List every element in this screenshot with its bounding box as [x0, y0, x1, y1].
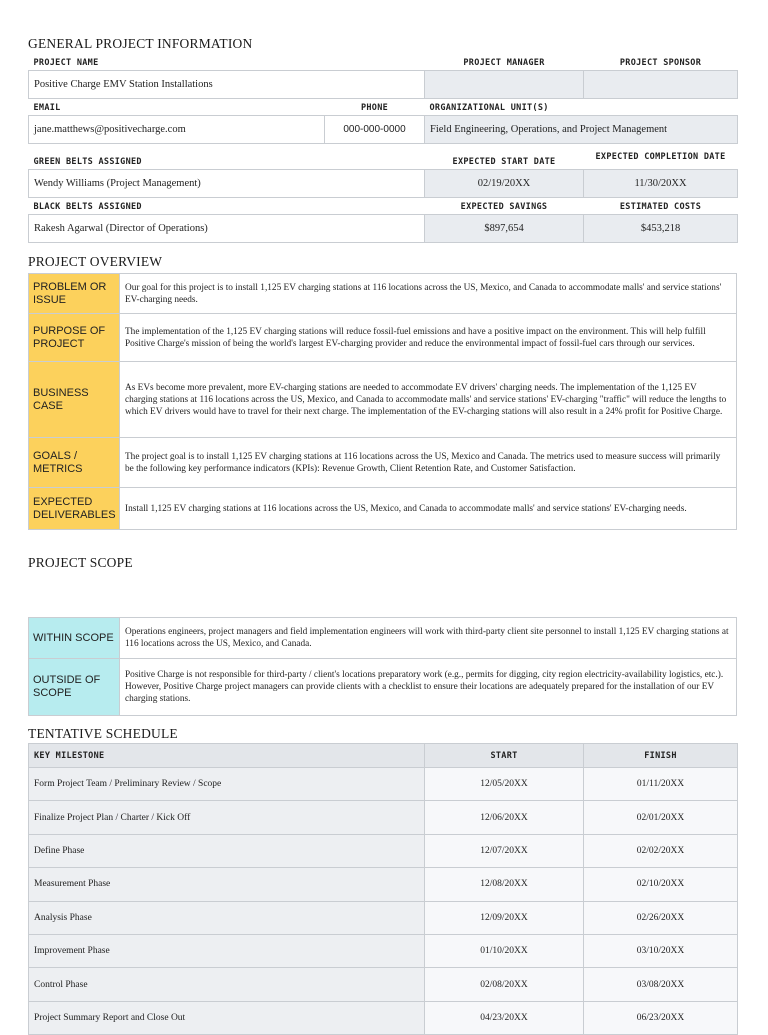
start-header: START — [425, 744, 584, 768]
overview-title: PROJECT OVERVIEW — [28, 254, 163, 269]
schedule-table — [28, 743, 738, 1035]
schedule-row — [29, 834, 738, 867]
milestone-cell[interactable]: Define Phase — [29, 834, 425, 867]
project-sponsor-label: PROJECT SPONSOR — [619, 57, 702, 68]
savings-label: EXPECTED SAVINGS — [460, 201, 548, 212]
finish-cell[interactable]: 01/11/20XX — [584, 768, 738, 801]
scope-label: WITHIN SCOPE — [29, 618, 120, 659]
start-cell[interactable]: 12/06/20XX — [425, 801, 584, 834]
milestone-cell[interactable]: Improvement Phase — [29, 934, 425, 967]
start-cell[interactable]: 02/08/20XX — [425, 968, 584, 1001]
start-date-value[interactable]: 02/19/20XX — [425, 169, 584, 197]
completion-date-label: EXPECTED COMPLETION DATE — [595, 151, 726, 162]
scope-label: OUTSIDE OF SCOPE — [29, 659, 120, 716]
green-belts-value[interactable]: Wendy Williams (Project Management) — [29, 169, 425, 197]
phone-value[interactable]: 000-000-0000 — [325, 115, 425, 143]
start-cell[interactable]: 12/08/20XX — [425, 868, 584, 901]
finish-cell[interactable]: 02/02/20XX — [584, 834, 738, 867]
overview-row — [29, 274, 737, 314]
overview-row — [29, 314, 737, 362]
finish-cell[interactable]: 02/10/20XX — [584, 868, 738, 901]
finish-cell[interactable]: 02/26/20XX — [584, 901, 738, 934]
phone-label: PHONE — [360, 102, 389, 113]
schedule-row — [29, 801, 738, 834]
costs-label: ESTIMATED COSTS — [619, 201, 702, 212]
overview-label: BUSINESS CASE — [29, 362, 120, 438]
org-unit-label: ORGANIZATIONAL UNIT(S) — [429, 102, 549, 113]
milestone-cell[interactable]: Finalize Project Plan / Charter / Kick Off — [29, 801, 425, 834]
scope-title: PROJECT SCOPE — [28, 555, 133, 570]
overview-table — [28, 273, 737, 530]
scope-row — [29, 659, 737, 716]
start-cell[interactable]: 12/09/20XX — [425, 901, 584, 934]
project-manager-label: PROJECT MANAGER — [463, 57, 545, 68]
milestone-cell[interactable]: Form Project Team / Preliminary Review / Scope — [29, 768, 425, 801]
schedule-header-row — [29, 744, 738, 768]
contact-table — [28, 101, 738, 144]
overview-text[interactable]: The project goal is to install 1,125 EV charging stations at 116 locations across the US, Mexico and Canada. The metrics used to measure success will primarily be the following key performance indicators (KPIs): Revenue Growth, Client Retention Rate, and Customer Satisfaction. — [120, 438, 737, 488]
milestone-cell[interactable]: Analysis Phase — [29, 901, 425, 934]
email-value[interactable]: jane.matthews@positivecharge.com — [29, 115, 325, 143]
scope-text[interactable]: Operations engineers, project managers and field implementation engineers will work with third-party client site personnel to install 1,125 EV charging stations at 116 locations across the US, Mexico, and Canada. — [120, 618, 737, 659]
overview-text[interactable]: Our goal for this project is to install 1,125 EV charging stations at 116 locations across the US, Mexico, and Canada to accommodate malls' and service stations' EV-charging needs. — [120, 274, 737, 314]
overview-row — [29, 438, 737, 488]
schedule-row — [29, 1001, 738, 1034]
scope-table — [28, 617, 737, 716]
overview-label: EXPECTED DELIVERABLES — [29, 488, 120, 530]
org-unit-value[interactable]: Field Engineering, Operations, and Project Management — [425, 115, 738, 143]
overview-text[interactable]: The implementation of the 1,125 EV charging stations will reduce fossil-fuel emissions and have a positive impact on the environment. This will help fulfill Positive Charge's mission of being the world's largest EV-charging provider and reduce the environmental impact of fossil-fuel cars through our services. — [120, 314, 737, 362]
general-info-title: GENERAL PROJECT INFORMATION — [28, 36, 253, 51]
finish-cell[interactable]: 06/23/20XX — [584, 1001, 738, 1034]
email-label: EMAIL — [33, 102, 61, 113]
milestone-cell[interactable]: Control Phase — [29, 968, 425, 1001]
green-belts-label: GREEN BELTS ASSIGNED — [33, 156, 142, 167]
start-cell[interactable]: 04/23/20XX — [425, 1001, 584, 1034]
savings-value[interactable]: $897,654 — [425, 214, 584, 242]
project-name-value[interactable]: Positive Charge EMV Station Installations — [29, 70, 425, 98]
schedule-row — [29, 901, 738, 934]
start-date-label: EXPECTED START DATE — [452, 156, 556, 167]
overview-label: PURPOSE OF PROJECT — [29, 314, 120, 362]
schedule-row — [29, 934, 738, 967]
milestone-cell[interactable]: Measurement Phase — [29, 868, 425, 901]
overview-label: PROBLEM OR ISSUE — [29, 274, 120, 314]
schedule-row — [29, 868, 738, 901]
project-manager-value[interactable] — [425, 70, 584, 98]
schedule-row — [29, 968, 738, 1001]
schedule-title: TENTATIVE SCHEDULE — [28, 726, 178, 741]
overview-row — [29, 362, 737, 438]
completion-date-value[interactable]: 11/30/20XX — [584, 169, 738, 197]
project-name-table — [28, 56, 738, 99]
project-sponsor-value[interactable] — [584, 70, 738, 98]
start-cell[interactable]: 12/05/20XX — [425, 768, 584, 801]
overview-row — [29, 488, 737, 530]
overview-text[interactable]: Install 1,125 EV charging stations at 116 locations across the US, Mexico, and Canada to accommodate malls' and service stations' EV-charging needs. — [120, 488, 737, 530]
start-cell[interactable]: 12/07/20XX — [425, 834, 584, 867]
black-belts-label: BLACK BELTS ASSIGNED — [33, 201, 142, 212]
finish-header: FINISH — [584, 744, 738, 768]
overview-label: GOALS / METRICS — [29, 438, 120, 488]
scope-text[interactable]: Positive Charge is not responsible for third-party / client's locations preparatory work (e.g., permits for digging, city region electricity-availability logistics, etc.). However, Positive Charge project managers can provide clients with a checklist to ensure their locations are adequately prepared for the installation of our EV charging stations. — [120, 659, 737, 716]
finish-cell[interactable]: 03/08/20XX — [584, 968, 738, 1001]
milestone-cell[interactable]: Project Summary Report and Close Out — [29, 1001, 425, 1034]
scope-row — [29, 618, 737, 659]
milestone-header: KEY MILESTONE — [29, 744, 425, 768]
project-name-label: PROJECT NAME — [33, 57, 99, 68]
black-belts-value[interactable]: Rakesh Agarwal (Director of Operations) — [29, 214, 425, 242]
black-belts-table — [28, 200, 738, 243]
finish-cell[interactable]: 02/01/20XX — [584, 801, 738, 834]
finish-cell[interactable]: 03/10/20XX — [584, 934, 738, 967]
overview-text[interactable]: As EVs become more prevalent, more EV-charging stations are needed to accommodate EV drivers' charging needs. The implementation of the 1,125 EV charging stations at 116 locations across the US, Mexico, and Canada to accommodate malls' and service stations' EV-charging "traffic" will reduce the lengths to which EV drivers would have to travel for their next charge. The implementation of the EV-charging stations will also result in a 24% profit for Positive Charge. — [120, 362, 737, 438]
schedule-row — [29, 768, 738, 801]
green-belts-table — [28, 145, 738, 198]
costs-value[interactable]: $453,218 — [584, 214, 738, 242]
start-cell[interactable]: 01/10/20XX — [425, 934, 584, 967]
